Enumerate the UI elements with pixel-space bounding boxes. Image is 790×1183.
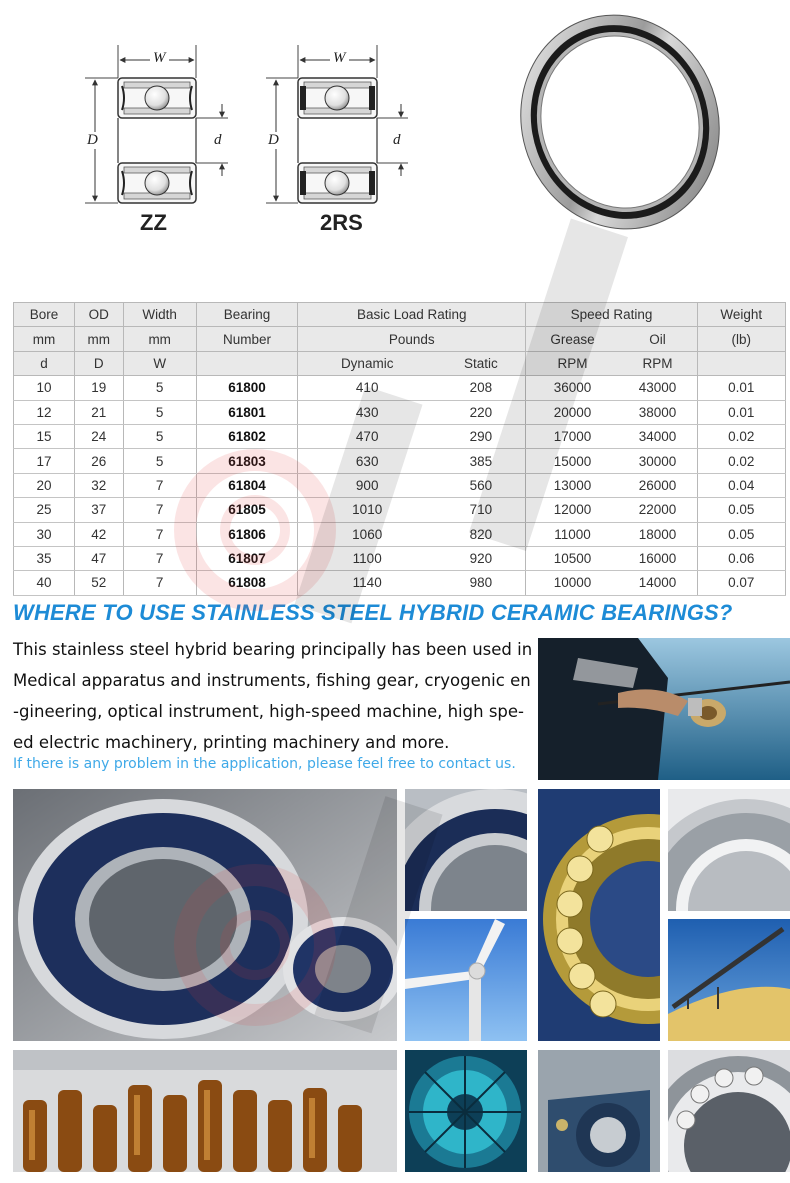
cell-weight: 0.01 bbox=[697, 400, 785, 424]
cell-width: 7 bbox=[123, 546, 196, 570]
description-line: ed electric machinery, printing machinery and more. bbox=[13, 733, 450, 752]
dim-label-w-zz: W bbox=[150, 50, 169, 67]
cell-od: 26 bbox=[74, 449, 123, 473]
turbine-engine-photo bbox=[405, 1050, 527, 1172]
cell-static: 290 bbox=[436, 424, 526, 448]
cell-grease: 20000 bbox=[526, 400, 618, 424]
bearing-closeup-photo bbox=[405, 789, 527, 911]
dim-label-D-2rs: D bbox=[268, 132, 279, 148]
cell-static: 385 bbox=[436, 449, 526, 473]
cell-bore: 17 bbox=[14, 449, 75, 473]
cell-bearing: 61800 bbox=[196, 376, 297, 400]
header-width-unit: mm bbox=[123, 327, 196, 351]
cell-bearing: 61803 bbox=[196, 449, 297, 473]
contact-note: If there is any problem in the application, please feel free to contact us. bbox=[13, 756, 516, 772]
cell-grease: 12000 bbox=[526, 498, 618, 522]
cell-dynamic: 900 bbox=[298, 473, 437, 497]
table-row bbox=[14, 424, 786, 448]
table-row bbox=[14, 473, 786, 497]
header-bearing-blank bbox=[196, 351, 297, 375]
application-description bbox=[13, 634, 533, 758]
cell-width: 7 bbox=[123, 473, 196, 497]
cell-width: 5 bbox=[123, 400, 196, 424]
dim-label-D-zz: D bbox=[87, 132, 98, 148]
pillow-block-photo bbox=[538, 1050, 660, 1172]
cell-static: 220 bbox=[436, 400, 526, 424]
header-od: OD bbox=[74, 303, 123, 327]
cell-static: 710 bbox=[436, 498, 526, 522]
cell-static: 980 bbox=[436, 571, 526, 595]
cell-od: 21 bbox=[74, 400, 123, 424]
cell-bore: 25 bbox=[14, 498, 75, 522]
cell-od: 24 bbox=[74, 424, 123, 448]
cell-oil: 30000 bbox=[618, 449, 697, 473]
cell-bearing: 61802 bbox=[196, 424, 297, 448]
table-row bbox=[14, 546, 786, 570]
description-line: Medical apparatus and instruments, fishing gear, cryogenic en bbox=[13, 671, 531, 690]
section-title: WHERE TO USE STAINLESS STEEL HYBRID CERAMIC BEARINGS? bbox=[13, 600, 733, 625]
cell-od: 47 bbox=[74, 546, 123, 570]
header-weight-unit: (lb) bbox=[697, 327, 785, 351]
description-line: -gineering, optical instrument, high-speed machine, high spe- bbox=[13, 702, 524, 721]
header-load-rating: Basic Load Rating bbox=[298, 303, 526, 327]
fishing-reel-photo bbox=[538, 638, 790, 780]
table-row bbox=[14, 449, 786, 473]
header-width-symbol: W bbox=[123, 351, 196, 375]
cell-bore: 10 bbox=[14, 376, 75, 400]
cell-width: 5 bbox=[123, 376, 196, 400]
cell-weight: 0.04 bbox=[697, 473, 785, 497]
cell-static: 920 bbox=[436, 546, 526, 570]
cell-bore: 40 bbox=[14, 571, 75, 595]
type-label-2rs: 2RS bbox=[320, 210, 363, 235]
table-row bbox=[14, 376, 786, 400]
shield-bearing-photo bbox=[668, 789, 790, 911]
header-dynamic: Dynamic bbox=[298, 351, 437, 375]
cell-oil: 14000 bbox=[618, 571, 697, 595]
cell-grease: 11000 bbox=[526, 522, 618, 546]
cell-bearing: 61807 bbox=[196, 546, 297, 570]
cell-weight: 0.05 bbox=[697, 498, 785, 522]
header-speed-rating: Speed Rating bbox=[526, 303, 697, 327]
header-bearing-number: Number bbox=[196, 327, 297, 351]
cell-oil: 18000 bbox=[618, 522, 697, 546]
2rs-section-drawing bbox=[266, 45, 408, 203]
table-row bbox=[14, 498, 786, 522]
dim-label-w-2rs: W bbox=[330, 50, 349, 67]
cell-grease: 10000 bbox=[526, 571, 618, 595]
cell-dynamic: 410 bbox=[298, 376, 437, 400]
cell-bearing: 61804 bbox=[196, 473, 297, 497]
cell-weight: 0.01 bbox=[697, 376, 785, 400]
cell-bearing: 61806 bbox=[196, 522, 297, 546]
cell-static: 560 bbox=[436, 473, 526, 497]
cell-weight: 0.02 bbox=[697, 424, 785, 448]
cell-oil: 22000 bbox=[618, 498, 697, 522]
cell-weight: 0.02 bbox=[697, 449, 785, 473]
cell-od: 19 bbox=[74, 376, 123, 400]
spec-table bbox=[13, 302, 786, 596]
cell-od: 52 bbox=[74, 571, 123, 595]
cell-width: 5 bbox=[123, 424, 196, 448]
cell-static: 820 bbox=[436, 522, 526, 546]
cell-oil: 26000 bbox=[618, 473, 697, 497]
dim-label-d-zz: d bbox=[214, 132, 222, 148]
cell-od: 32 bbox=[74, 473, 123, 497]
cell-dynamic: 630 bbox=[298, 449, 437, 473]
cell-weight: 0.07 bbox=[697, 571, 785, 595]
cell-dynamic: 470 bbox=[298, 424, 437, 448]
header-od-symbol: D bbox=[74, 351, 123, 375]
cell-static: 208 bbox=[436, 376, 526, 400]
header-load-unit: Pounds bbox=[298, 327, 526, 351]
cell-grease: 15000 bbox=[526, 449, 618, 473]
cell-oil: 38000 bbox=[618, 400, 697, 424]
bearing-product-photo bbox=[13, 638, 14, 639]
bearing-drawings bbox=[0, 0, 790, 295]
header-bore-unit: mm bbox=[14, 327, 75, 351]
cell-grease: 13000 bbox=[526, 473, 618, 497]
cell-bore: 35 bbox=[14, 546, 75, 570]
cell-width: 5 bbox=[123, 449, 196, 473]
conveyor-grain-photo bbox=[668, 919, 790, 1041]
table-row bbox=[14, 400, 786, 424]
header-bore-symbol: d bbox=[14, 351, 75, 375]
cell-bore: 20 bbox=[14, 473, 75, 497]
type-label-zz: ZZ bbox=[140, 210, 167, 235]
cell-dynamic: 430 bbox=[298, 400, 437, 424]
header-bearing: Bearing bbox=[196, 303, 297, 327]
cell-bearing: 61805 bbox=[196, 498, 297, 522]
cell-bearing: 61801 bbox=[196, 400, 297, 424]
cell-dynamic: 1010 bbox=[298, 498, 437, 522]
dim-label-d-2rs: d bbox=[393, 132, 401, 148]
table-row bbox=[14, 571, 786, 595]
header-static: Static bbox=[436, 351, 526, 375]
sealed-bearings-photo bbox=[13, 789, 397, 1041]
header-weight-blank bbox=[697, 351, 785, 375]
cell-dynamic: 1140 bbox=[298, 571, 437, 595]
cell-width: 7 bbox=[123, 522, 196, 546]
cell-grease: 36000 bbox=[526, 376, 618, 400]
cell-oil: 43000 bbox=[618, 376, 697, 400]
description-line: This stainless steel hybrid bearing principally has been used in bbox=[13, 640, 533, 659]
bearing-inside-photo bbox=[668, 1050, 790, 1172]
header-grease: Grease bbox=[526, 327, 618, 351]
bottling-line-photo bbox=[13, 1050, 397, 1172]
cell-dynamic: 1100 bbox=[298, 546, 437, 570]
brass-cage-bearing-photo bbox=[538, 789, 660, 1041]
table-row bbox=[14, 522, 786, 546]
cell-weight: 0.06 bbox=[697, 546, 785, 570]
header-grease-rpm: RPM bbox=[526, 351, 618, 375]
zz-section-drawing bbox=[85, 45, 228, 203]
bearing-ring-image bbox=[491, 0, 749, 257]
header-weight: Weight bbox=[697, 303, 785, 327]
cell-oil: 16000 bbox=[618, 546, 697, 570]
cell-weight: 0.05 bbox=[697, 522, 785, 546]
cell-bearing: 61808 bbox=[196, 571, 297, 595]
cell-od: 37 bbox=[74, 498, 123, 522]
header-oil: Oil bbox=[618, 327, 697, 351]
cell-grease: 17000 bbox=[526, 424, 618, 448]
cell-bore: 15 bbox=[14, 424, 75, 448]
header-od-unit: mm bbox=[74, 327, 123, 351]
cell-oil: 34000 bbox=[618, 424, 697, 448]
header-bore: Bore bbox=[14, 303, 75, 327]
cell-bore: 30 bbox=[14, 522, 75, 546]
cell-width: 7 bbox=[123, 571, 196, 595]
header-oil-rpm: RPM bbox=[618, 351, 697, 375]
wind-turbine-photo bbox=[405, 919, 527, 1041]
cell-width: 7 bbox=[123, 498, 196, 522]
cell-grease: 10500 bbox=[526, 546, 618, 570]
cell-dynamic: 1060 bbox=[298, 522, 437, 546]
cell-bore: 12 bbox=[14, 400, 75, 424]
header-width: Width bbox=[123, 303, 196, 327]
cell-od: 42 bbox=[74, 522, 123, 546]
